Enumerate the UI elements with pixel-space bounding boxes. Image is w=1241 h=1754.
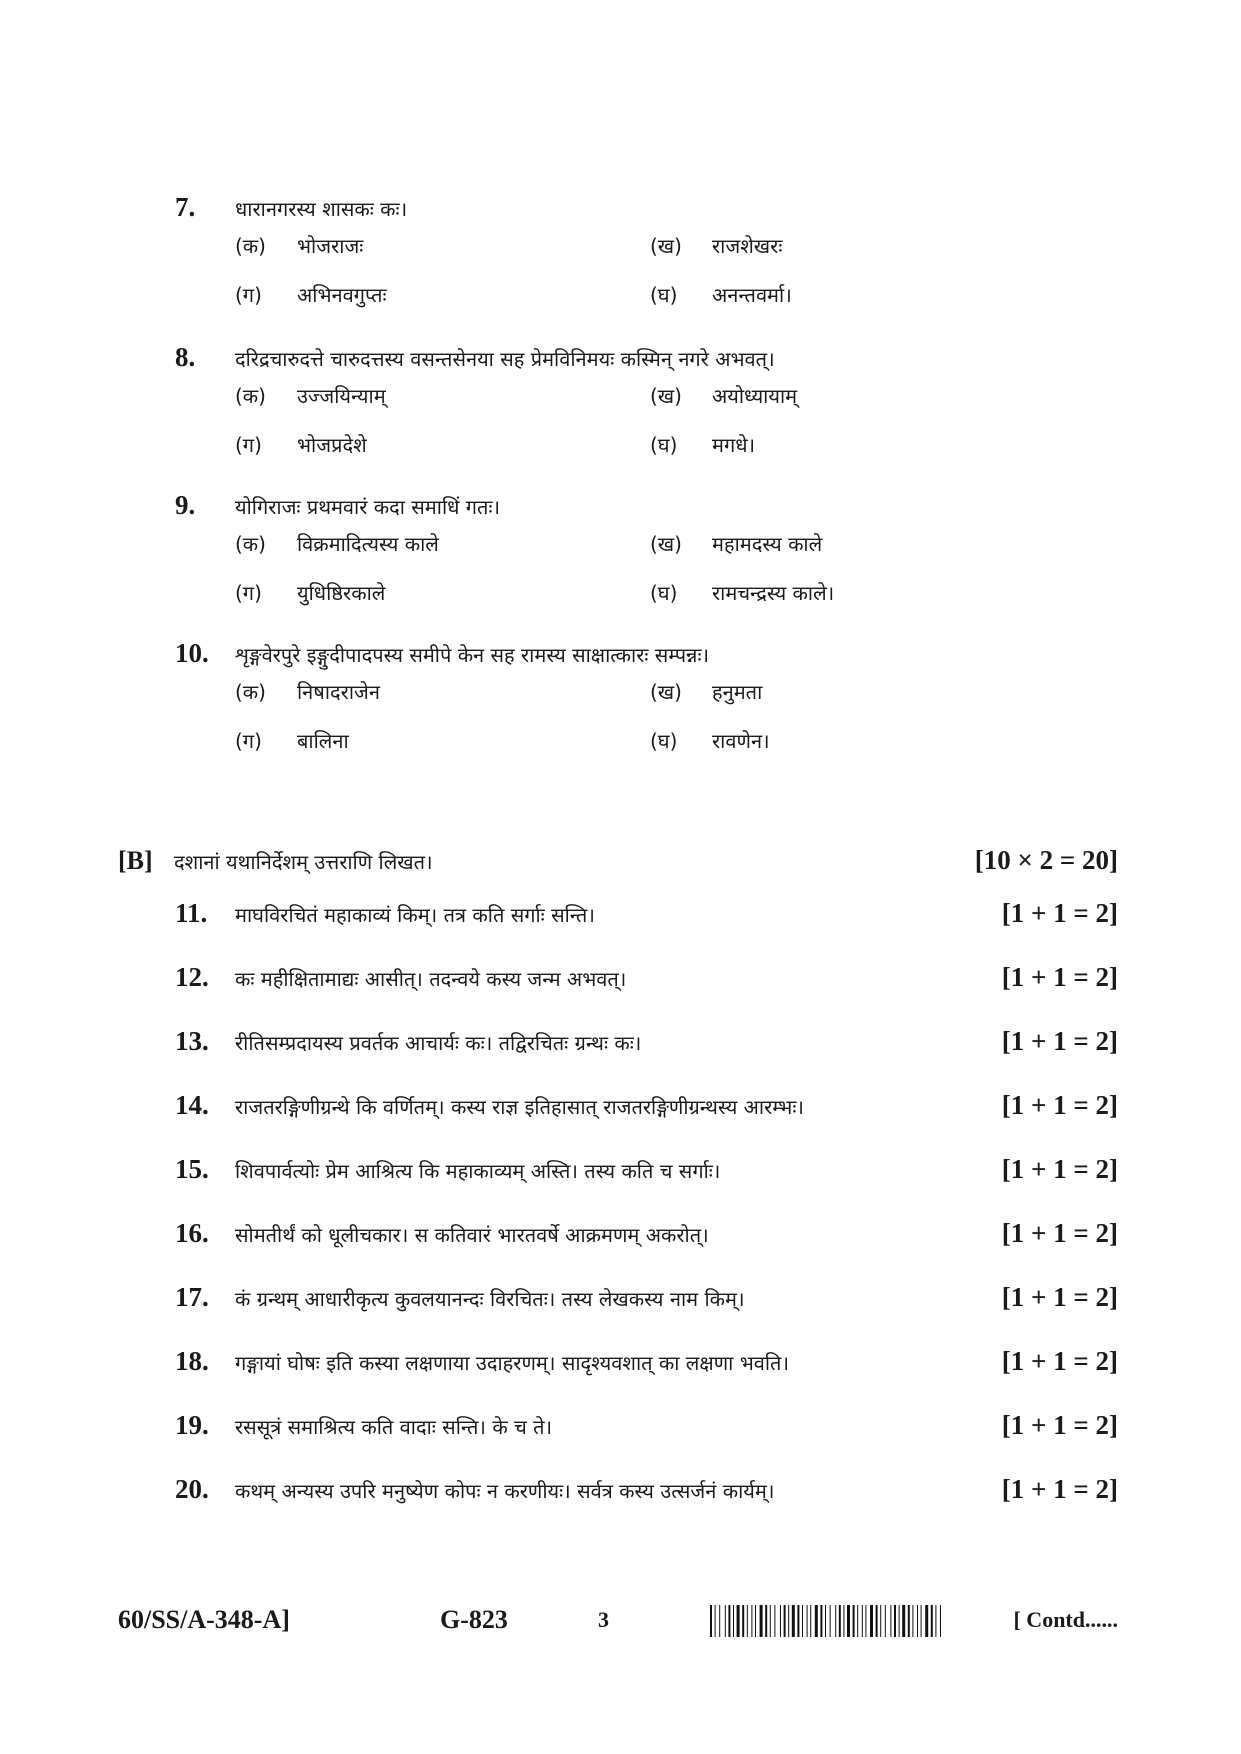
- barcode: [708, 1605, 948, 1637]
- option: (घ) मगधे।: [650, 433, 756, 457]
- question-9: [175, 490, 1135, 628]
- option: (ग) युधिष्ठिरकाले: [235, 581, 386, 605]
- page-number: 3: [598, 1607, 609, 1632]
- short-questions: [175, 898, 1118, 1538]
- question-19: 19. रससूत्रं समाश्रित्य कति वादाः सन्ति। के च ते। [1 + 1 = 2]: [175, 1410, 1118, 1440]
- question-text: शृङ्गवेरपुरे इङ्गुदीपादपस्य समीपे केन सह रामस्य साक्षात्कारः सम्पन्नः।: [235, 643, 710, 667]
- question-12: 12. कः महीक्षितामाद्यः आसीत्। तदन्वये कस्य जन्म अभवत्। [1 + 1 = 2]: [175, 962, 1118, 992]
- continued-label: [ Contd......: [1013, 1607, 1118, 1632]
- option: (घ) रावणेन।: [650, 729, 770, 753]
- option: (क) विक्रमादित्यस्य काले: [235, 532, 439, 556]
- option: (ख) राजशेखरः: [650, 234, 783, 258]
- option: (ख) हनुमता: [650, 680, 763, 704]
- section-b-heading: [118, 845, 1118, 876]
- question-8: [175, 342, 1135, 480]
- question-number: 9.: [175, 490, 196, 520]
- question-14: 14. राजतरङ्गिणीग्रन्थे कि वर्णितम्। कस्य राज्ञ इतिहासात् राजतरङ्गिणीग्रन्थस्य आरम्भः। [1 + 1 = 2]: [175, 1090, 1118, 1120]
- section-label: [B]: [118, 846, 153, 875]
- section-instruction: दशानां यथानिर्देशम् उत्तराणि लिखत।: [174, 850, 433, 874]
- paper-number: G-823: [440, 1605, 508, 1634]
- question-16: 16. सोमतीर्थं को धूलीचकार। स कतिवारं भारतवर्षे आक्रमणम् अकरोत्। [1 + 1 = 2]: [175, 1218, 1118, 1248]
- question-text: योगिराजः प्रथमवारं कदा समाधिं गतः।: [235, 495, 501, 519]
- question-10: [175, 638, 1135, 776]
- question-7: [175, 192, 1135, 330]
- option: (ख) महामदस्य काले: [650, 532, 823, 556]
- question-number: 10.: [175, 638, 209, 668]
- question-13: 13. रीतिसम्प्रदायस्य प्रवर्तक आचार्यः कः। तद्विरचितः ग्रन्थः कः। [1 + 1 = 2]: [175, 1026, 1118, 1056]
- question-17: 17. कं ग्रन्थम् आधारीकृत्य कुवलयानन्दः विरचितः। तस्य लेखकस्य नाम किम्। [1 + 1 = 2]: [175, 1282, 1118, 1312]
- question-number: 8.: [175, 342, 196, 372]
- option: (ग) अभिनवगुप्तः: [235, 283, 387, 307]
- paper-code: 60/SS/A-348-A]: [118, 1605, 290, 1634]
- question-text: दरिद्रचारुदत्ते चारुदत्तस्य वसन्तसेनया सह प्रेमविनिमयः कस्मिन् नगरे अभवत्।: [235, 347, 775, 371]
- question-number: 7.: [175, 192, 196, 222]
- question-11: 11. माघविरचितं महाकाव्यं किम्। तत्र कति सर्गाः सन्ति। [1 + 1 = 2]: [175, 898, 1118, 928]
- option: (क) निषादराजेन: [235, 680, 380, 704]
- option: (ग) बालिना: [235, 729, 349, 753]
- option: (घ) अनन्तवर्मा।: [650, 283, 792, 307]
- question-15: 15. शिवपार्वत्योः प्रेम आश्रित्य कि महाकाव्यम् अस्ति। तस्य कति च सर्गाः। [1 + 1 = 2]: [175, 1154, 1118, 1184]
- question-text: धारानगरस्य शासकः कः।: [235, 197, 408, 221]
- option: (घ) रामचन्द्रस्य काले।: [650, 581, 835, 605]
- page-footer: [118, 1605, 1118, 1645]
- option: (ख) अयोध्यायाम्: [650, 384, 798, 408]
- section-marks: [10 × 2 = 20]: [974, 845, 1118, 875]
- option: (ग) भोजप्रदेशे: [235, 433, 367, 457]
- question-18: 18. गङ्गायां घोषः इति कस्या लक्षणाया उदाहरणम्। सादृश्यवशात् का लक्षणा भवति। [1 + 1 = 2]: [175, 1346, 1118, 1376]
- option: (क) भोजराजः: [235, 234, 364, 258]
- question-20: 20. कथम् अन्यस्य उपरि मनुष्येण कोपः न करणीयः। सर्वत्र कस्य उत्सर्जनं कार्यम्। [1 + 1 = 2]: [175, 1474, 1118, 1504]
- option: (क) उज्जयिन्याम्: [235, 384, 386, 408]
